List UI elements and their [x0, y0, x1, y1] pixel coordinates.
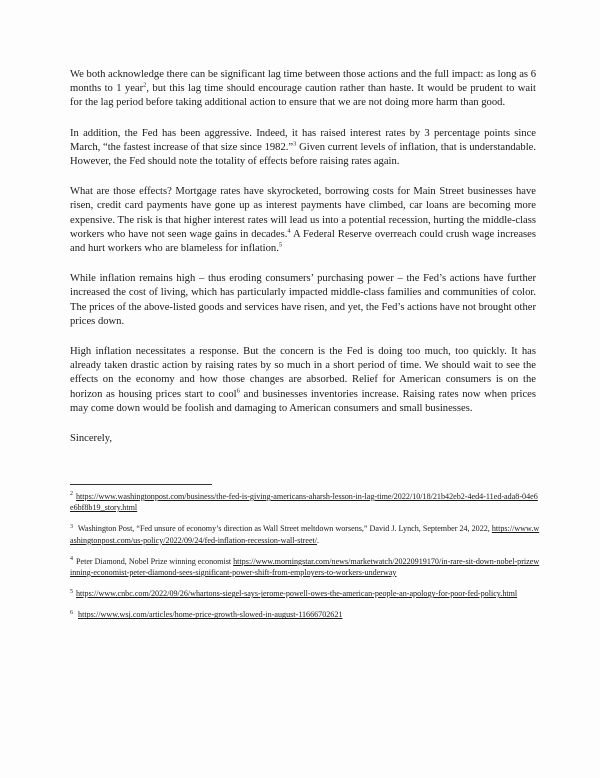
paragraphs — [70, 68, 536, 416]
text-run: While inflation remains high – thus eroding consumers’ purchasing power – the Fed’s actions have further increased the cost of living, which has particularly impacted middle-class families and communities of color. The prices of the above-listed goods and services have risen, and yet, the Fed’s actions have not brought other prices down. — [70, 273, 536, 327]
closing-salutation: Sincerely, — [70, 433, 112, 445]
footnote-number: 3 — [70, 523, 73, 530]
body-paragraph — [70, 68, 536, 111]
text-run: Peter Diamond, Nobel Prize winning economist — [76, 556, 234, 566]
text-run: and businesses inventories increase. Raising rates now when prices may come down would be foolish and damaging to American consumers and small businesses. — [70, 388, 537, 414]
body-paragraph — [70, 185, 536, 256]
footnote-link[interactable]: https://www.morningstar.com/news/marketwatch/20220919170/in-rare-sit-down-nobel-prizewinning-economist-peter-diamond-sees-significant-power-shift-from-employers-to-workers-underway — [70, 556, 540, 578]
text-run: A Federal Reserve overreach could crush wage increases and hurt workers who are blameless for inflation. — [70, 228, 537, 255]
footnote-number: 5 — [70, 588, 73, 595]
footnotes — [70, 491, 540, 631]
footnote-number: 4 — [70, 556, 73, 563]
footnote-link[interactable]: https://www.wsj.com/articles/home-price-growth-slowed-in-august-11666702621 — [78, 610, 343, 620]
body-paragraph — [70, 345, 536, 416]
text-run: High inflation necessitates a response. But the concern is the Fed is doing too much, too quickly. It has already taken drastic action by raising rates by so much in a short period of time. We should wait to see the effects on the economy and how those changes are absorbed. Relief for American consumers is on the horizon as housing prices start to cool — [70, 346, 536, 400]
text-run: Washington Post, “Fed unsure of economy’s direction as Wall Street meltdown worsens,” David J. Lynch, September 24, 2022, — [76, 524, 492, 534]
text-run: What are those effects? Mortgage rates have skyrocketed, borrowing costs for Main Street businesses have risen, credit card payments have gone up as interest payments have climbed, car loans are becoming more expensive. The risk is that higher interest rates will lead us into a potential recession, hurting the middle-class workers who have not seen wage gains in decades. — [70, 186, 536, 240]
footnote — [70, 491, 540, 513]
footnote-marker: 4 — [287, 227, 291, 235]
footnote — [70, 609, 540, 620]
text-run: We both acknowledge there can be significant lag time between those actions and the full impact: as long as 6 months to 1 year — [70, 69, 536, 95]
footnote-number: 6 — [70, 609, 73, 616]
footnote-marker: 2 — [143, 81, 147, 89]
body-paragraph — [70, 272, 536, 329]
footnote-marker: 3 — [293, 140, 297, 148]
footnote-link[interactable]: https://www.washingtonpost.com/us-policy/2022/09/24/fed-inflation-recession-wall-street/ — [70, 524, 540, 545]
footnote-divider — [70, 484, 212, 485]
footnote — [70, 556, 540, 578]
footnote — [70, 523, 540, 545]
text-run: Given current levels of inflation, that is understandable. However, the Fed should note the totality of effects before raising rates again. — [70, 141, 536, 168]
body-paragraph — [70, 127, 536, 170]
footnote-number: 2 — [70, 491, 73, 498]
text-run: In addition, the Fed has been aggressive. Indeed, it has raised interest rates by 3 percentage points since March, “the fastest increase of that size since 1982.” — [70, 127, 536, 153]
text-run: , but this lag time should encourage caution rather than haste. It would be prudent to wait for the lag period before taking additional action to ensure that we are not doing more harm than good. — [70, 83, 536, 109]
footnote-link[interactable]: https://www.washingtonpost.com/business/the-fed-is-giving-americans-aharsh-lesson-in-lag-time/2022/10/18/21b42eb2-4ed4-11ed-ada8-04e6e6bf8b19_story.html — [70, 492, 538, 513]
footnote-marker: 5 — [278, 241, 283, 249]
text-run: . — [317, 535, 320, 545]
footnote — [70, 588, 540, 599]
letter-body — [70, 68, 536, 446]
footnote-link[interactable]: https://www.cnbc.com/2022/09/26/whartons-siegel-says-jerome-powell-owes-the-american-people-an-apology-for-poor-fed-policy.html — [76, 589, 518, 599]
footnote-marker: 6 — [236, 387, 240, 395]
